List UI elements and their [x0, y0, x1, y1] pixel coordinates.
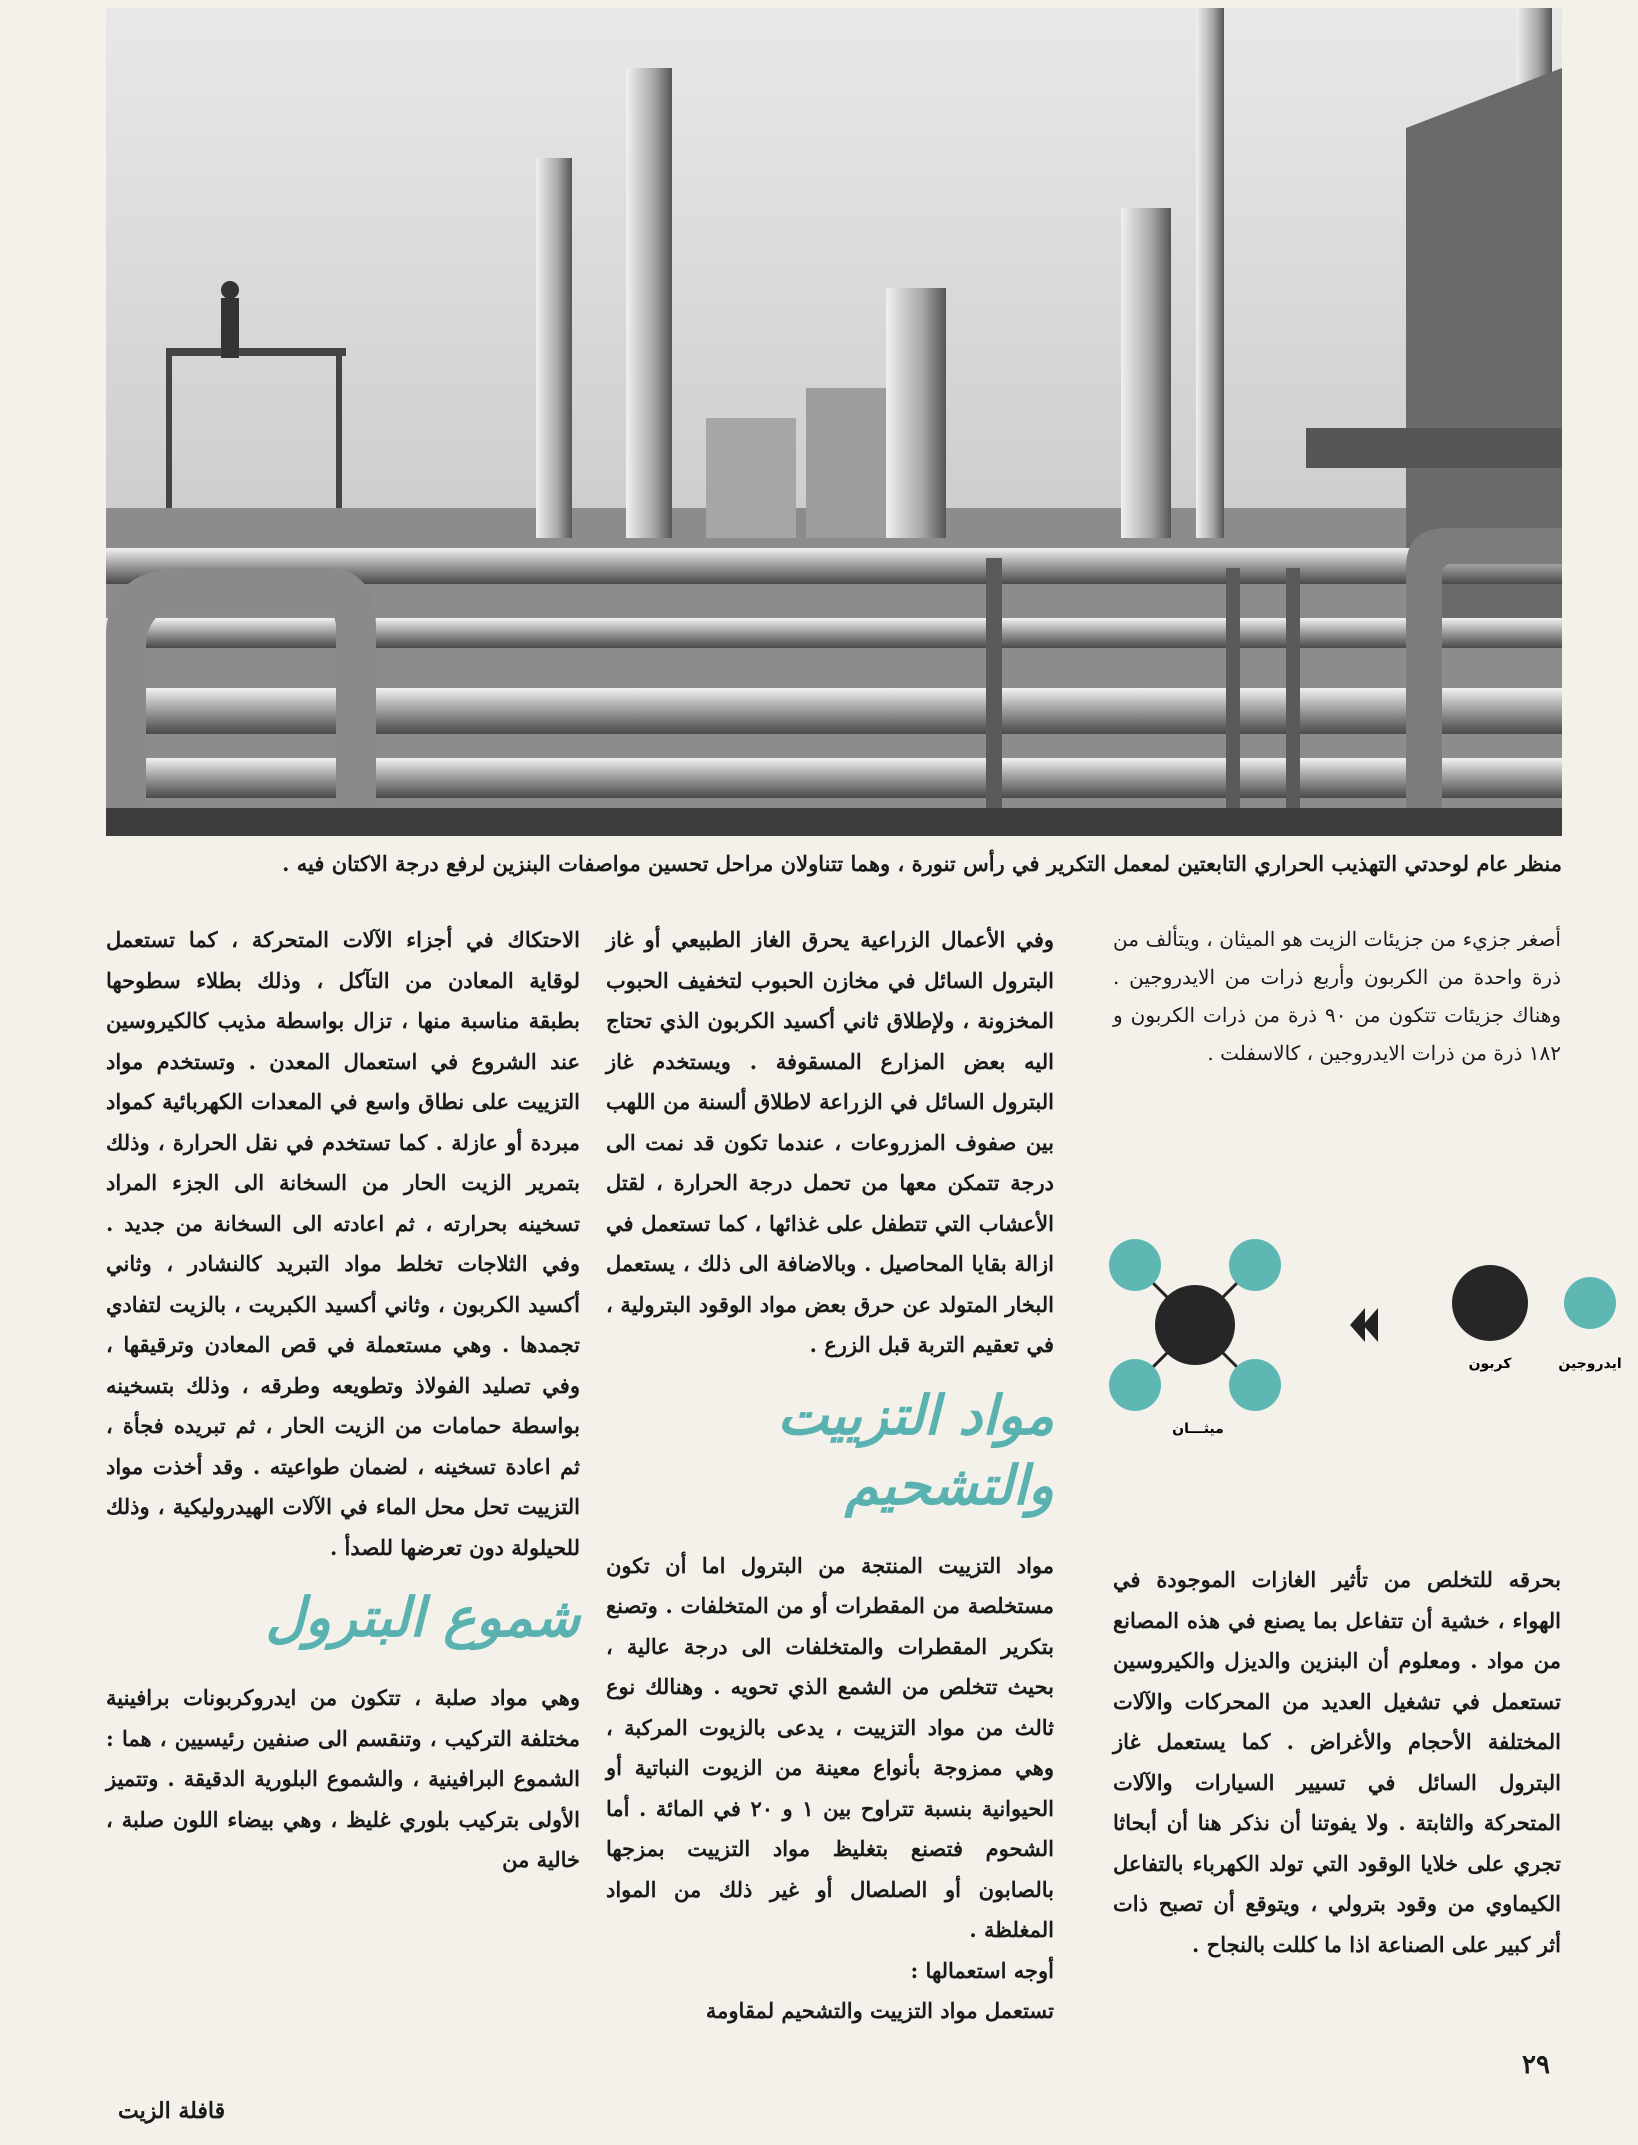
hydrogen-atom [1109, 1359, 1161, 1411]
paragraph-methane [1113, 920, 1561, 1072]
paragraph-lubricants: مواد التزييت المنتجة من البترول اما أن تكون مستخلصة من المقطرات أو من المتخلفات . وتصنع بتكرير المقطرات والمتخلفات الى درجة عالية ، بحيث تتخلص من الشمع الذي تحويه . وهنالك نوع ثالث من مواد التزييت ، يدعى بالزيوت المركبة ، وهي ممزوجة بأنواع معينة من الزيوت النباتية أو الحيوانية بنسبة تتراوح بين ١ و ٢٠ في المائة . أما الشحوم فتصنع بتغليظ مواد التزييت بمزجها بالصابون أو الصلصال أو غير ذلك من المواد المغلظة . [606, 1552, 1054, 1942]
hydrogen-atom [1229, 1359, 1281, 1411]
carbon-atom [1155, 1285, 1235, 1365]
left-column [106, 920, 580, 1881]
paragraph-waxes: وهي مواد صلبة ، تتكون من ايدروكربونات برافينية مختلفة التركيب ، وتنقسم الى صنفين رئيسيين ، هما : الشموع البرافينية ، والشموع البلورية الدقيقة . وتتميز الأولى بتركيب بلوري غليظ ، وهي بيضاء اللون صلبة ، خالية من [106, 1685, 580, 1872]
section-heading-lubricants: مواد التزييت والتشحيم [777, 1382, 1054, 1517]
paragraph-lubricant-uses: الاحتكاك في أجزاء الآلات المتحركة ، كما تستعمل لوقاية المعادن من التآكل ، وذلك بطلاء سطوحها بطبقة مناسبة منها ، تزال بواسطة مذيب كالكيروسين عند الشروع في استعمال المعدن . وتستخدم مواد التزييت على نطاق واسع في المعدات الكهربائية كمواد مبردة أو عازلة . كما تستخدم في نقل الحرارة ، وذلك بتمرير الزيت الحار من السخانة الى الجزء المراد تسخينه بحرارته ، ثم اعادته الى السخانة من جديد . وفي الثلاجات تخلط مواد التبريد كالنشادر ، وثاني أكسيد الكربون ، وثاني أكسيد الكبريت ، بالزيت لتفادي تجمدها . وهي مستعملة في قص المعادن وترقيقها ، وفي تصليد الفولاذ وتطويعه وطرقه ، وذلك بتسخينه بواسطة حمامات من الزيت الحار ، ثم تبريده فجأة ، ثم اعادة تسخينه ، لضمان طواعيته . وقد أخذت مواد التزييت تحل محل الماء في الآلات الهيدروليكية ، وذلك للحيلولة دون تعرضها للصدأ . [106, 927, 580, 1560]
hydrogen-label: ايدروجين [1558, 1356, 1622, 1372]
photo-caption: منظر عام لوحدتي التهذيب الحراري التابعتين لمعمل التكرير في رأس تنورة ، وهما تتناولان مراحل تحسين مواصفات البنزين لرفع درجة الاكتان فيه . [282, 851, 1562, 876]
carbon-atom [1452, 1265, 1528, 1341]
magazine-footer: قافلة الزيت [118, 2098, 226, 2124]
hydrogen-atom [1564, 1277, 1616, 1329]
paragraph-text: أصغر جزيء من جزيئات الزيت هو الميثان ، ويتألف من ذرة واحدة من الكربون وأربع ذرات من الايدروجين . وهناك جزيئات تتكون من ٩٠ ذرة من ذرات الكربون و ١٨٢ ذرة من ذرات الايدروجين ، كالاسفلت . [1113, 927, 1561, 1065]
middle-column [606, 920, 1054, 2032]
methane-label: ميثـــان [1172, 1421, 1224, 1437]
subheading-uses: أوجه استعمالها : [910, 1957, 1054, 1983]
hydrogen-atom [1109, 1239, 1161, 1291]
paragraph-agriculture: وفي الأعمال الزراعية يحرق الغاز الطبيعي أو غاز البترول السائل في مخازن الحبوب لتخفيف الحبوب المخزونة ، ولإطلاق ثاني أكسيد الكربون الذي تحتاج اليه بعض المزارع المسقوفة . ويستخدم غاز البترول السائل في الزراعة لاطلاق ألسنة من اللهب بين صفوف المزروعات ، عندما تكون قد نمت الى درجة تتمكن معها من تحمل درجة الحرارة ، لقتل الأعشاب التي تتطفل على غذائها ، كما تستعمل في ازالة بقايا المحاصيل . وبالاضافة الى ذلك ، يستعمل البخار المتولد عن حرق بعض مواد الوقود البترولية ، في تعقيم التربة قبل الزرع . [606, 927, 1054, 1357]
paragraph-fuel-uses [1113, 1560, 1561, 1965]
arrow-icon [1350, 1308, 1378, 1342]
carbon-label: كربون [1468, 1356, 1512, 1372]
refinery-photo [106, 8, 1562, 836]
paragraph-uses-start: تستعمل مواد التزييت والتشحيم لمقاومة [705, 1998, 1054, 2023]
methane-molecule [1109, 1239, 1281, 1411]
section-heading-waxes: شموع البترول [265, 1585, 580, 1649]
methane-molecule-diagram [1100, 1200, 1638, 1440]
page-number: ٢٩ [1522, 2050, 1550, 2080]
paragraph-text: بحرقه للتخلص من تأثير الغازات الموجودة في الهواء ، خشية أن تتفاعل بما يصنع في هذه المصانع من مواد . ومعلوم أن البنزين والديزل والكيروسين تستعمل في تشغيل العديد من المحركات والآلات المختلفة الأحجام والأغراض . كما يستعمل غاز البترول السائل في تسيير السيارات والآلات المتحركة والثابتة . ولا يفوتنا أن نذكر هنا أن أبحاثا تجري على خلايا الوقود التي تولد الكهرباء بالتفاعل الكيماوي من وقود بترولي ، ويتوقع أن تصبح ذات أثر كبير على الصناعة اذا ما كللت بالنجاح . [1113, 1567, 1561, 1957]
hydrogen-atom [1229, 1239, 1281, 1291]
